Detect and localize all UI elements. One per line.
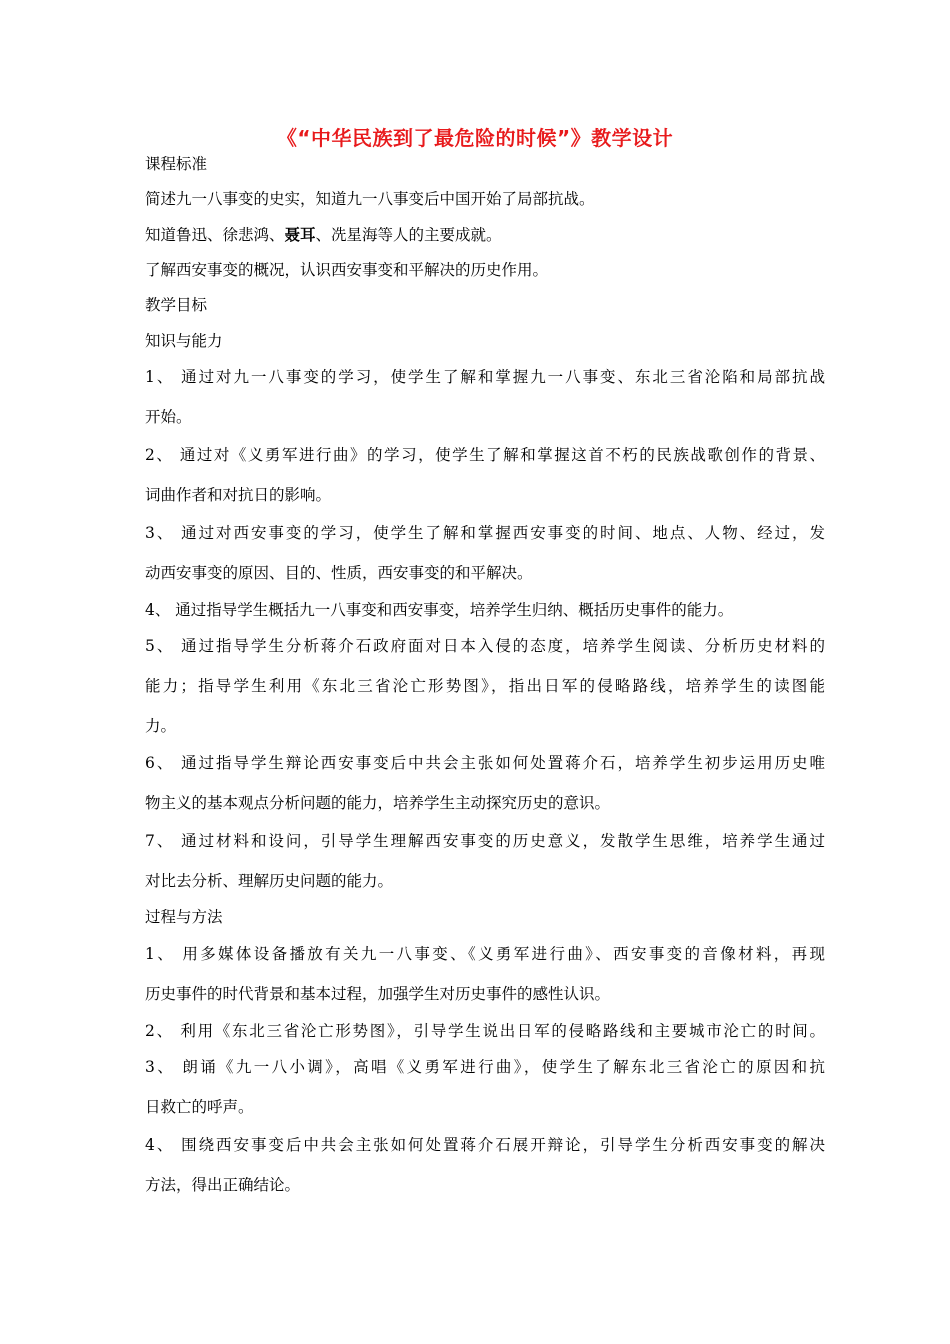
list-item-line: 历史事件的时代背景和基本过程，加强学生对历史事件的感性认识。 — [145, 985, 611, 1003]
list-item-line: 1、 用多媒体设备播放有关九一八事变、《义勇军进行曲》、西安事变的音像材料，再现 — [145, 945, 825, 963]
text-segment: 、冼星海等人的主要成就。 — [315, 226, 502, 244]
list-item-line: 6、 通过指导学生辩论西安事变后中共会主张如何处置蒋介石，培养学生初步运用历史唯 — [145, 754, 825, 772]
list-item-line: 3、 通过对西安事变的学习，使学生了解和掌握西安事变的时间、地点、人物、经过，发 — [145, 524, 825, 542]
subsection-heading: 知识与能力 — [145, 332, 223, 350]
list-item-line: 4、 通过指导学生概括九一八事变和西安事变，培养学生归纳、概括历史事件的能力。 — [145, 601, 734, 619]
list-item-line: 物主义的基本观点分析问题的能力，培养学生主动探究历史的意识。 — [145, 794, 611, 812]
list-item-line: 动西安事变的原因、目的、性质，西安事变的和平解决。 — [145, 564, 533, 582]
section-heading: 教学目标 — [145, 296, 208, 314]
text-segment: 知道鲁迅、徐悲鸿、 — [145, 226, 285, 244]
section-heading: 课程标准 — [145, 155, 208, 173]
list-item-line: 7、 通过材料和设问，引导学生理解西安事变的历史意义，发散学生思维，培养学生通过 — [145, 832, 825, 850]
list-item-line: 能力；指导学生利用《东北三省沦亡形势图》，指出日军的侵略路线，培养学生的读图能 — [145, 677, 825, 695]
list-item-line: 词曲作者和对抗日的影响。 — [145, 486, 332, 504]
list-item-line: 对比去分析、理解历史问题的能力。 — [145, 872, 394, 890]
list-item-line: 4、 围绕西安事变后中共会主张如何处置蒋介石展开辩论，引导学生分析西安事变的解决 — [145, 1136, 825, 1154]
document-title: 《“中华民族到了最危险的时候”》教学设计 — [276, 126, 674, 150]
list-item-line: 力。 — [145, 717, 177, 735]
list-item-line: 2、 通过对《义勇军进行曲》的学习，使学生了解和掌握这首不朽的民族战歌创作的背景、 — [145, 446, 825, 464]
text-line: 了解西安事变的概况，认识西安事变和平解决的历史作用。 — [145, 261, 549, 279]
list-item-line: 方法，得出正确结论。 — [145, 1176, 301, 1194]
subsection-heading: 过程与方法 — [145, 908, 223, 926]
list-item-line: 开始。 — [145, 408, 192, 426]
list-item-line: 日救亡的呼声。 — [145, 1098, 254, 1116]
bold-name: 聂耳 — [284, 225, 316, 244]
list-item-line: 5、 通过指导学生分析蒋介石政府面对日本入侵的态度，培养学生阅读、分析历史材料的 — [145, 637, 825, 655]
text-line — [145, 225, 825, 245]
list-item-line: 2、 利用《东北三省沦亡形势图》，引导学生说出日军的侵略路线和主要城市沦亡的时间。 — [145, 1022, 825, 1040]
list-item-line: 3、 朗诵《九一八小调》，高唱《义勇军进行曲》，使学生了解东北三省沦亡的原因和抗 — [145, 1058, 825, 1076]
text-line: 简述九一八事变的史实，知道九一八事变后中国开始了局部抗战。 — [145, 190, 595, 208]
list-item-line: 1、 通过对九一八事变的学习，使学生了解和掌握九一八事变、东北三省沦陷和局部抗战 — [145, 368, 825, 386]
